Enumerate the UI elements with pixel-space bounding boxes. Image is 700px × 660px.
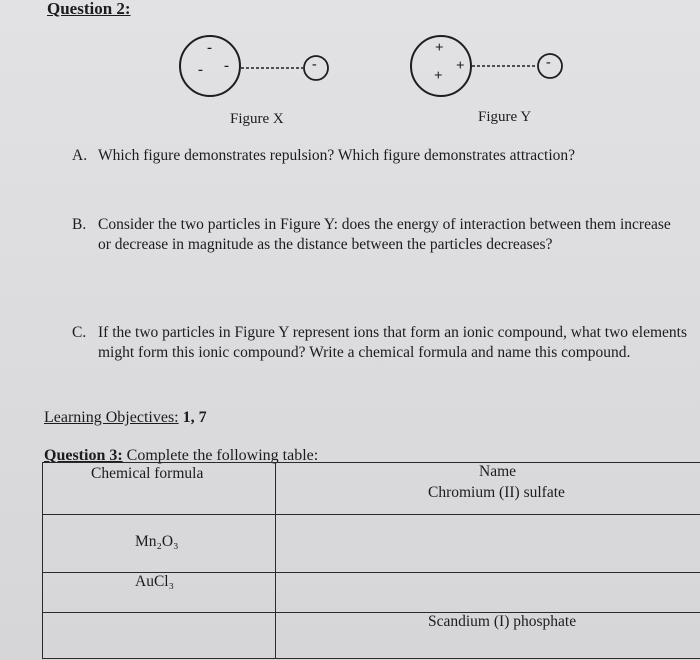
figure-x-sign: - (224, 58, 229, 74)
question-3-label: Question 3: (44, 447, 123, 464)
figure-y-sign: + (456, 58, 465, 74)
figure-y-sign: + (434, 68, 443, 84)
item-text: Which figure demonstrates repulsion? Which figure demonstrates attraction? (98, 147, 576, 164)
learning-objectives-value: 1, 7 (182, 409, 207, 426)
figure-y-label: Figure Y (478, 109, 532, 125)
figure-y-sign: + (435, 40, 444, 56)
table-row (43, 613, 700, 659)
figure-x-small-sign: - (312, 57, 317, 72)
question-3-instruction: Complete the following table: (126, 447, 319, 464)
formula-cell-text: AuCl₃ (135, 573, 174, 590)
table-cell[interactable] (43, 613, 276, 659)
name-cell-text: Chromium (II) sulfate (428, 484, 565, 501)
figure-x-sign: - (207, 40, 212, 56)
table-header-row (43, 463, 700, 515)
formula-name-table (42, 462, 700, 659)
item-letter: B. (72, 216, 87, 233)
figure-x-label: Figure X (230, 111, 284, 127)
question-2-item-c (72, 323, 692, 389)
table-cell[interactable] (276, 515, 700, 573)
figure-x-drawing (0, 0, 700, 110)
formula-cell-text: Mn₂O₃ (135, 533, 179, 550)
learning-objectives (44, 409, 207, 427)
item-text: If the two particles in Figure Y represent ions that form an ionic compound, what two elements might form this ionic compound? Write a chemical formula and name this compound. (98, 324, 687, 361)
question-2-item-b (72, 215, 672, 259)
item-text: Consider the two particles in Figure Y: does the energy of interaction between them increase or decrease in magnitude as the distance between the particles decreases? (98, 216, 671, 253)
figure-y-small-sign: - (546, 55, 551, 70)
name-cell-text: Scandium (I) phosphate (428, 613, 577, 630)
learning-objectives-label: Learning Objectives: (44, 409, 179, 426)
column-header-formula: Chemical formula (91, 465, 204, 482)
question-2-heading: Question 2: (47, 0, 131, 18)
item-letter: A. (72, 147, 88, 164)
question-2-item-a (72, 146, 672, 168)
table-cell[interactable] (276, 613, 700, 659)
table-cell[interactable] (43, 573, 276, 613)
figure-x-sign: - (198, 62, 203, 78)
table-cell[interactable] (276, 573, 700, 613)
column-header-name: Name (479, 463, 517, 480)
table-header-cell (43, 463, 276, 515)
table-cell[interactable] (276, 463, 700, 515)
table-cell[interactable] (43, 515, 276, 573)
table-row (43, 515, 700, 573)
table-row (43, 573, 700, 613)
item-letter: C. (72, 324, 87, 341)
name-cell-text (276, 515, 700, 533)
